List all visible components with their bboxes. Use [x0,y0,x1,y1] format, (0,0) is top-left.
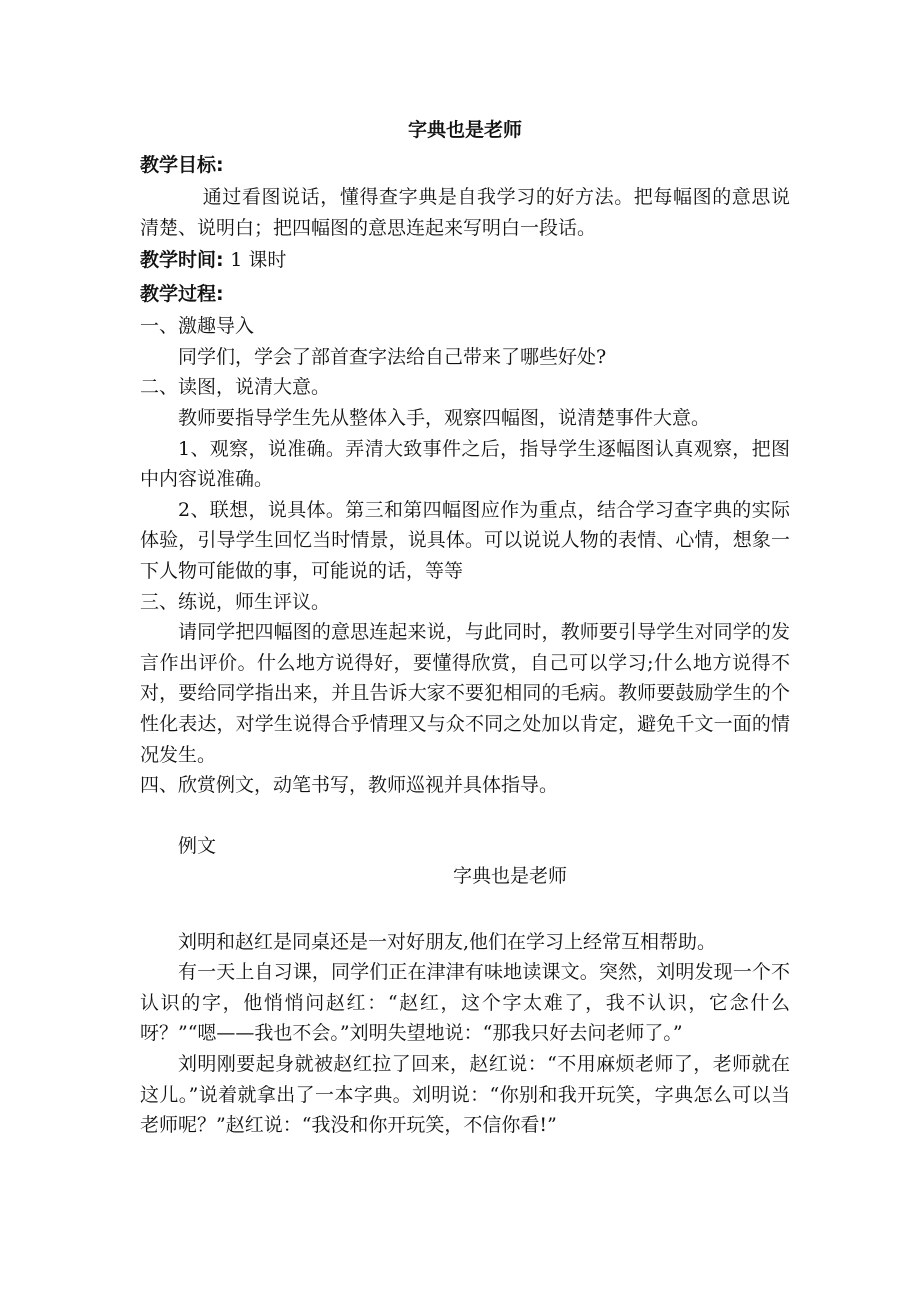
example-label: 例文 [178,834,217,857]
example-title: 字典也是老师 [452,864,567,887]
goal-text: 通过看图说话，懂得查字典是自我学习的好方法。把每幅图的意思说清楚、说明白；把四幅图的意思连起来写明白一段话。 [140,186,790,239]
section-3-title: 三、练说，师生评议。 [140,590,331,613]
process-heading: 教学过程: [140,283,224,306]
example-paragraph-3: 刘明刚要起身就被赵红拉了回来，赵红说：“不用麻烦老师了，老师就在这儿。”说着就拿出了一本字典。刘明说：“你别和我开玩笑，字典怎么可以当老师呢？”赵红说：“我没和你开玩笑，不信你看!” [140,1053,790,1137]
section-2-title: 二、读图，说清大意。 [140,376,331,399]
section-4-title: 四、欣赏例文，动笔书写，教师巡视并具体指导。 [140,774,559,797]
goal-heading: 教学目标: [140,154,224,176]
section-3-paragraph: 请同学把四幅图的意思连起来说，与此同时，教师要引导学生对同学的发言作出评价。什么地方说得好，要懂得欣赏，自己可以学习;什么地方说得不对，要给同学指出来，并且告诉大家不要犯相同的毛病。教师要鼓励学生的个性化表达，对学生说得合乎情理又与众不同之处加以肯定，避免千文一面的情况发生。 [140,621,790,766]
example-paragraph-2: 有一天上自习课，同学们正在津津有味地读课文。突然，刘明发现一个不认识的字，他悄悄问赵红：“赵红，这个字太难了，我不认识，它念什么呀？”“嗯——我也不会。”刘明失望地说：“那我只好去问老师了。” [140,961,790,1045]
section-2-paragraph-3: 2、联想，说具体。第三和第四幅图应作为重点，结合学习查字典的实际体验，引导学生回忆当时情景，说具体。可以说说人物的表情、心情，想象一下人物可能做的事，可能说的话，等等 [140,498,790,582]
document-title: 字典也是老师 [407,119,522,141]
document-page [140,112,790,1141]
section-1-paragraph: 同学们，学会了部首查字法给自己带来了哪些好处? [178,345,607,368]
section-2-paragraph-1: 教师要指导学生先从整体入手，观察四幅图，说清楚事件大意。 [178,406,711,429]
example-paragraph-1: 刘明和赵红是同桌还是一对好朋友,他们在学习上经常互相帮助。 [178,930,717,953]
spacer [140,891,790,927]
section-1-title: 一、激趣导入 [140,315,255,338]
time-heading: 教学时间: [140,249,224,272]
spacer [140,801,790,831]
time-row [140,243,790,277]
time-value: 1 课时 [230,249,287,272]
section-2-paragraph-2: 1、观察，说准确。弄清大致事件之后，指导学生逐幅图认真观察，把图中内容说准确。 [140,437,790,491]
